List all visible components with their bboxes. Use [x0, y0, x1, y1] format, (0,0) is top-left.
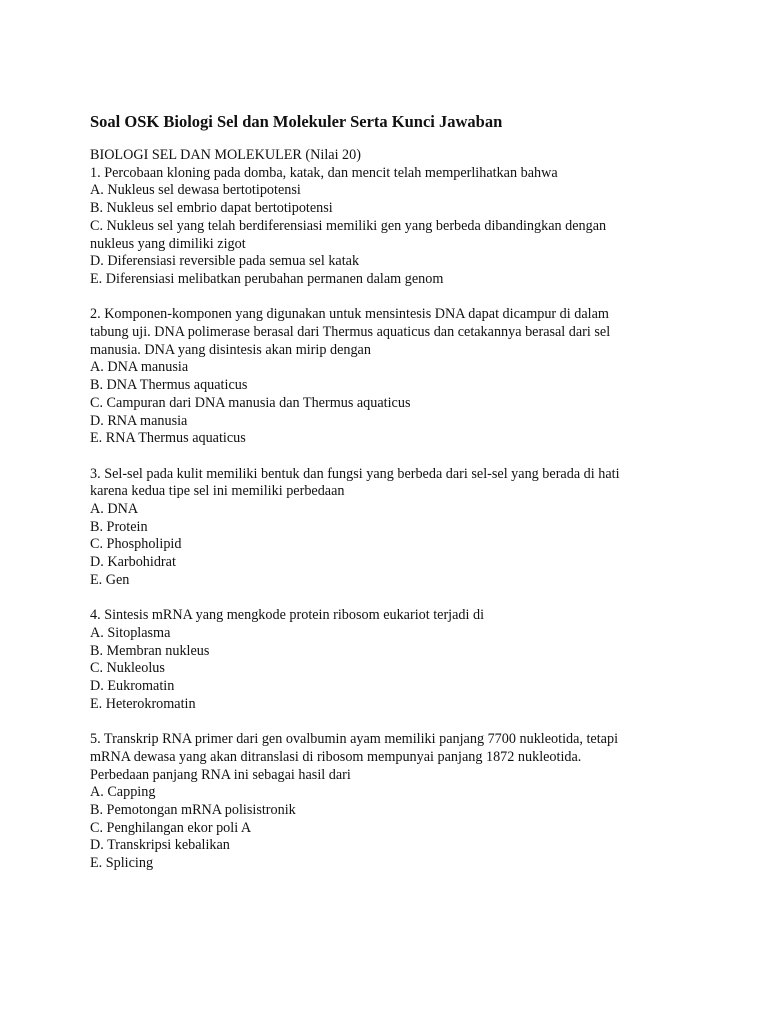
- answer-option: C. Phospholipid: [90, 536, 182, 553]
- answer-option: E. Diferensiasi melibatkan perubahan permanen dalam genom: [90, 270, 444, 287]
- document-page: [90, 111, 690, 873]
- question-text-line: 4. Sintesis mRNA yang mengkode protein ribosom eukariot terjadi di: [90, 607, 485, 624]
- question-text-line: 5. Transkrip RNA primer dari gen ovalbumin ayam memiliki panjang 7700 nukleotida, tetapi: [90, 731, 619, 748]
- answer-option: B. Protein: [90, 518, 148, 535]
- answer-option: C. Nukleus sel yang telah berdiferensiasi memiliki gen yang berbeda dibandingkan dengan: [90, 217, 607, 234]
- answer-option: E. RNA Thermus aquaticus: [90, 430, 246, 447]
- question-text-line: 1. Percobaan kloning pada domba, katak, dan mencit telah memperlihatkan bahwa: [90, 164, 558, 181]
- answer-option: E. Gen: [90, 571, 130, 588]
- answer-option: D. Diferensiasi reversible pada semua sel katak: [90, 253, 360, 270]
- question-4: [90, 607, 690, 713]
- question-text-line: manusia. DNA yang disintesis akan mirip dengan: [90, 341, 371, 358]
- question-text-line: 2. Komponen-komponen yang digunakan untuk mensintesis DNA dapat dicampur di dalam: [90, 306, 609, 323]
- answer-option: A. DNA: [90, 501, 139, 518]
- answer-option: C. Penghilangan ekor poli A: [90, 819, 252, 836]
- document-title: Soal OSK Biologi Sel dan Molekuler Serta Kunci Jawaban: [90, 112, 503, 131]
- answer-option: D. Transkripsi kebalikan: [90, 837, 230, 854]
- answer-option: B. DNA Thermus aquaticus: [90, 377, 248, 394]
- question-text-line: tabung uji. DNA polimerase berasal dari Thermus aquaticus dan cetakannya berasal dari sel: [90, 324, 611, 341]
- answer-option: A. Capping: [90, 784, 156, 801]
- answer-option: B. Membran nukleus: [90, 642, 210, 659]
- answer-option-continued: nukleus yang dimiliki zigot: [90, 235, 246, 252]
- question-text-line: mRNA dewasa yang akan ditranslasi di ribosom mempunyai panjang 1872 nukleotida.: [90, 748, 582, 765]
- answer-option: C. Campuran dari DNA manusia dan Thermus aquaticus: [90, 394, 411, 411]
- answer-option: A. DNA manusia: [90, 359, 189, 376]
- answer-option: C. Nukleolus: [90, 660, 165, 677]
- answer-option: A. Sitoplasma: [90, 624, 171, 641]
- answer-option: A. Nukleus sel dewasa bertotipotensi: [90, 182, 301, 199]
- answer-option: D. Eukromatin: [90, 678, 175, 695]
- answer-option: D. RNA manusia: [90, 412, 188, 429]
- answer-option: E. Heterokromatin: [90, 695, 196, 712]
- question-5: [90, 731, 690, 873]
- question-3: [90, 466, 690, 590]
- section-heading: BIOLOGI SEL DAN MOLEKULER (Nilai 20): [90, 147, 361, 163]
- question-text-line: karena kedua tipe sel ini memiliki perbedaan: [90, 483, 345, 500]
- question-2: [90, 306, 690, 448]
- question-1: [90, 165, 690, 289]
- answer-option: B. Nukleus sel embrio dapat bertotipotensi: [90, 200, 333, 217]
- question-text-line: 3. Sel-sel pada kulit memiliki bentuk dan fungsi yang berbeda dari sel-sel yang berada di hati: [90, 465, 620, 482]
- answer-option: D. Karbohidrat: [90, 554, 176, 571]
- question-text-line: Perbedaan panjang RNA ini sebagai hasil dari: [90, 766, 351, 783]
- answer-option: B. Pemotongan mRNA polisistronik: [90, 801, 296, 818]
- answer-option: E. Splicing: [90, 855, 154, 872]
